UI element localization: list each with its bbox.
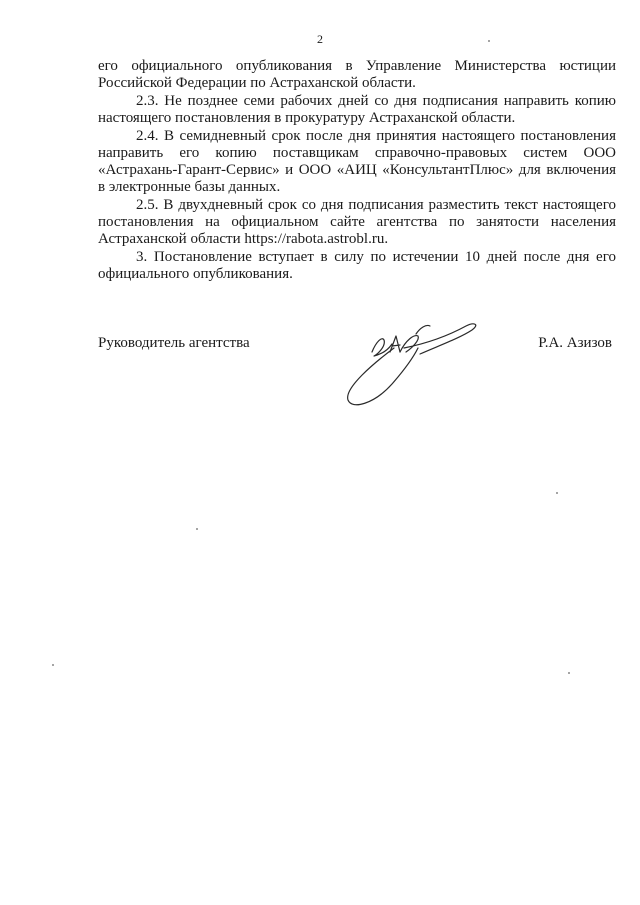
signature-block — [98, 318, 616, 408]
paragraph-2-5: 2.5. В двухдневный срок со дня подписания разместить текст настоящего постановления на официальном сайте агентства по занятости населения Астраханской области https://rabota.astrobl.ru. — [98, 197, 616, 247]
scan-speck — [488, 40, 490, 42]
scan-speck — [556, 492, 558, 494]
signatory-position: Руководитель агентства — [98, 335, 250, 351]
paragraph-3: 3. Постановление вступает в силу по истечении 10 дней после дня его официального опубликования. — [98, 249, 616, 282]
scan-speck — [52, 664, 54, 666]
page-number: 2 — [317, 32, 323, 46]
document-body — [98, 58, 616, 284]
paragraph-continuation: его официального опубликования в Управление Министерства юстиции Российской Федерации по Астраханской области. — [98, 58, 616, 91]
scan-speck — [568, 672, 570, 674]
paragraph-2-4: 2.4. В семидневный срок после дня принятия настоящего постановления направить его копию поставщикам справочно-правовых систем ООО «Астрахань-Гарант-Сервис» и ООО «АИЦ «КонсультантПлюс» для включения в электронные базы данных. — [98, 128, 616, 195]
signatory-name: Р.А. Азизов — [538, 335, 612, 351]
handwritten-signature — [334, 318, 494, 410]
paragraph-2-3: 2.3. Не позднее семи рабочих дней со дня подписания направить копию настоящего постановления в прокуратуру Астраханской области. — [98, 93, 616, 126]
scan-speck — [196, 528, 198, 530]
